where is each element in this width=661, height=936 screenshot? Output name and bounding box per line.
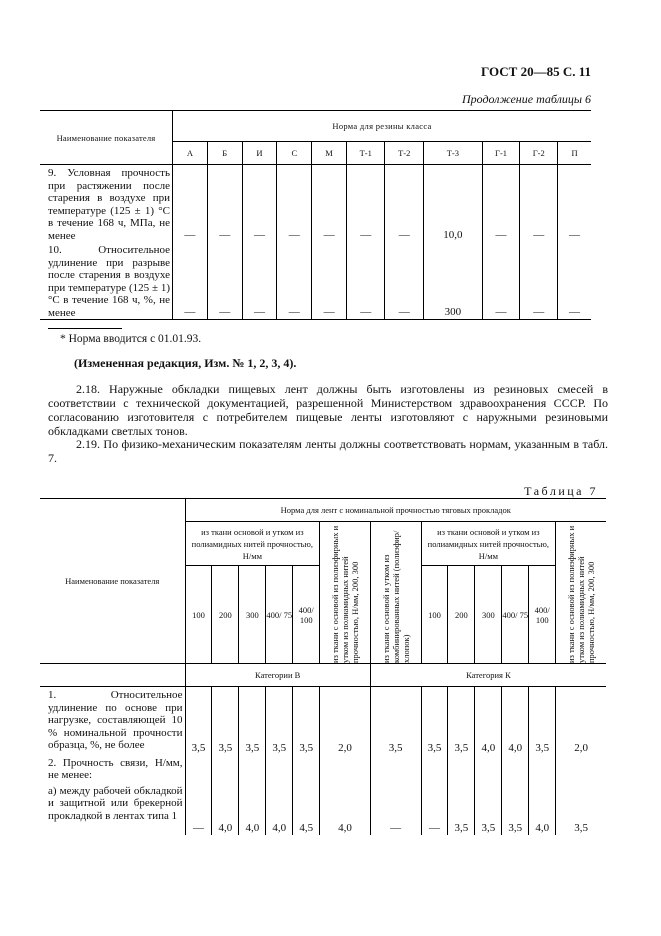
t6-cell: — — [385, 165, 424, 243]
t7-cell: 3,5 — [266, 687, 293, 755]
paragraph-2-18: 2.18. Наружные обкладки пищевых лент должны быть изготовлены из резиновых смесей в соответствии с технической документацией, разрешенной Министерством здравоохранения СССР. По согласованию изготовителя с потребителем пищевые ленты изготовляют с наружными резиновыми обкладками светлых тонов. — [48, 382, 608, 438]
t6-cell: — — [312, 165, 347, 243]
t6-col-header: Г-2 — [520, 142, 558, 165]
t7-cell — [421, 755, 448, 783]
t6-col-header: М — [312, 142, 347, 165]
t7-cell: 3,5 — [212, 687, 239, 755]
t7-cell — [293, 755, 320, 783]
t6-cell: — — [346, 165, 385, 243]
t6-norm-header: Норма для резины класса — [173, 111, 592, 142]
t7-col-polyester-b — [320, 522, 371, 664]
t7-cell — [529, 755, 556, 783]
t7-col-polyester-k — [556, 522, 606, 664]
t7-blank — [40, 664, 185, 687]
t6-cell: — — [277, 242, 312, 320]
t7-cell: 4,0 — [239, 783, 266, 835]
t7-strength-header: 300 — [475, 566, 502, 664]
table-row — [40, 165, 591, 243]
table-row — [40, 783, 606, 835]
t7-cell: 3,5 — [475, 783, 502, 835]
t6-cell: — — [520, 165, 558, 243]
t7-cell — [212, 755, 239, 783]
t7-cell — [370, 755, 421, 783]
t6-col-header: Т-1 — [346, 142, 385, 165]
table-7-label: Таблица 7 — [524, 484, 598, 498]
t6-cell: — — [520, 242, 558, 320]
table-row — [40, 687, 606, 755]
t7-cell: 3,5 — [448, 687, 475, 755]
t7-row-name: 2. Прочность связи, Н/мм, не менее: — [48, 756, 183, 781]
t6-cell: — — [482, 165, 520, 243]
table-row — [40, 755, 606, 783]
table-7 — [40, 498, 606, 835]
t7-strength-header: 400/ 75 — [266, 566, 293, 664]
t7-category-b: Категории В — [185, 664, 370, 687]
t6-cell: — — [385, 242, 424, 320]
t7-cell: 3,5 — [556, 783, 606, 835]
t7-cell — [475, 755, 502, 783]
t7-col-polyester-k-label: из ткани с основой из полиэфирных и утком из полиамидных нитей прочностью, Н/мм, 200, 300 — [566, 525, 597, 663]
t6-col-header: С — [277, 142, 312, 165]
t7-row-name: а) между рабочей обкладкой и защитной или брекерной прокладкой в лентах типа 1 — [48, 784, 183, 822]
t6-col-header: Г-1 — [482, 142, 520, 165]
t7-cell: 4,0 — [320, 783, 371, 835]
t6-col-header: Б — [207, 142, 242, 165]
t7-cell: 3,5 — [448, 783, 475, 835]
t7-category-k: Категория К — [370, 664, 606, 687]
t7-cell — [502, 755, 529, 783]
t6-cell: — — [558, 165, 591, 243]
t6-cell: — — [173, 165, 208, 243]
t7-cell: 3,5 — [370, 687, 421, 755]
t7-row-name: 1. Относительное удлинение по основе при нагрузке, составляющей 10 % номинальной прочности образца, %, не более — [48, 689, 183, 751]
t7-cell: 4,5 — [293, 783, 320, 835]
t6-cell: — — [558, 242, 591, 320]
t6-cell: — — [346, 242, 385, 320]
t7-group-polyamide-b: из ткани основой и утком из полиамидных нитей прочностью, Н/мм — [185, 522, 320, 566]
t7-col-combined — [370, 522, 421, 664]
t6-name-header: Наименование показателя — [40, 111, 173, 165]
t7-cell: — — [421, 783, 448, 835]
t6-cell: 10,0 — [423, 165, 482, 243]
t6-col-header: Т-3 — [423, 142, 482, 165]
t6-cell: — — [242, 242, 277, 320]
t7-strength-header: 400/ 100 — [293, 566, 320, 664]
t7-name-header: Наименование показателя — [40, 499, 185, 664]
t6-col-header: Т-2 — [385, 142, 424, 165]
t7-cell: 4,0 — [502, 687, 529, 755]
t7-strength-header: 100 — [421, 566, 448, 664]
t7-strength-header: 200 — [448, 566, 475, 664]
t7-cell: 3,5 — [293, 687, 320, 755]
table-row — [40, 242, 591, 320]
t6-cell: — — [482, 242, 520, 320]
t6-cell: — — [242, 165, 277, 243]
t7-strength-header: 200 — [212, 566, 239, 664]
t7-cell: — — [185, 783, 212, 835]
t7-col-combined-label: из ткани с основой и утком из комбинированных нитей (полиэфир/хлопок) — [380, 530, 411, 663]
t6-col-header: П — [558, 142, 591, 165]
t7-cell: 3,5 — [239, 687, 266, 755]
t6-col-header: И — [242, 142, 277, 165]
t7-cell: — — [370, 783, 421, 835]
t6-cell: — — [277, 165, 312, 243]
t7-cell — [448, 755, 475, 783]
t7-cell: 4,0 — [529, 783, 556, 835]
t6-cell: — — [207, 242, 242, 320]
table-continuation-caption: Продолжение таблицы 6 — [461, 92, 591, 106]
t7-cell: 2,0 — [556, 687, 606, 755]
t7-cell: 3,5 — [502, 783, 529, 835]
t6-cell: — — [312, 242, 347, 320]
t7-cell: 4,0 — [212, 783, 239, 835]
footnote: * Норма вводится с 01.01.93. — [60, 333, 202, 345]
t7-cell: 4,0 — [475, 687, 502, 755]
edition-note: (Измененная редакция, Изм. № 1, 2, 3, 4). — [74, 356, 297, 370]
t7-cell — [266, 755, 293, 783]
t6-col-header: А — [173, 142, 208, 165]
page-header: ГОСТ 20—85 С. 11 — [481, 64, 591, 79]
t7-cell: 3,5 — [185, 687, 212, 755]
t6-row-name: 9. Условная прочность при растяжении после старения в воздухе при температуре (125 ± 1) °С в течение 168 ч, МПа, не менее — [48, 167, 170, 242]
t7-cell: 3,5 — [421, 687, 448, 755]
t7-norm-header: Норма для лент с номинальной прочностью тяговых прокладок — [185, 499, 606, 522]
t7-cell: 4,0 — [266, 783, 293, 835]
t7-col-polyester-b-label: из ткани с основой из полиэфирных и утком из полиамидных нитей прочностью, Н/мм, 200, 300 — [330, 525, 361, 663]
t7-strength-header: 100 — [185, 566, 212, 664]
t7-cell: 2,0 — [320, 687, 371, 755]
t7-cell — [239, 755, 266, 783]
t7-cell — [185, 755, 212, 783]
t7-strength-header: 400/ 100 — [529, 566, 556, 664]
footnote-divider — [48, 328, 122, 329]
table-6 — [40, 110, 591, 320]
t7-cell — [556, 755, 606, 783]
t6-row-name: 10. Относительное удлинение при разрыве после старения в воздухе при температуре (125 ± 1) °С в течение 168 ч, %, не менее — [40, 242, 173, 320]
t7-strength-header: 400/ 75 — [502, 566, 529, 664]
t6-cell: — — [173, 242, 208, 320]
t6-cell: — — [207, 165, 242, 243]
t7-cell — [320, 755, 371, 783]
t7-group-polyamide-k: из ткани основой и утком из полиамидных нитей прочностью, Н/мм — [421, 522, 556, 566]
paragraph-2-19: 2.19. По физико-механическим показателям ленты должны соответствовать нормам, указанным в табл. 7. — [48, 437, 608, 465]
t7-cell: 3,5 — [529, 687, 556, 755]
t6-cell: 300 — [423, 242, 482, 320]
t7-strength-header: 300 — [239, 566, 266, 664]
